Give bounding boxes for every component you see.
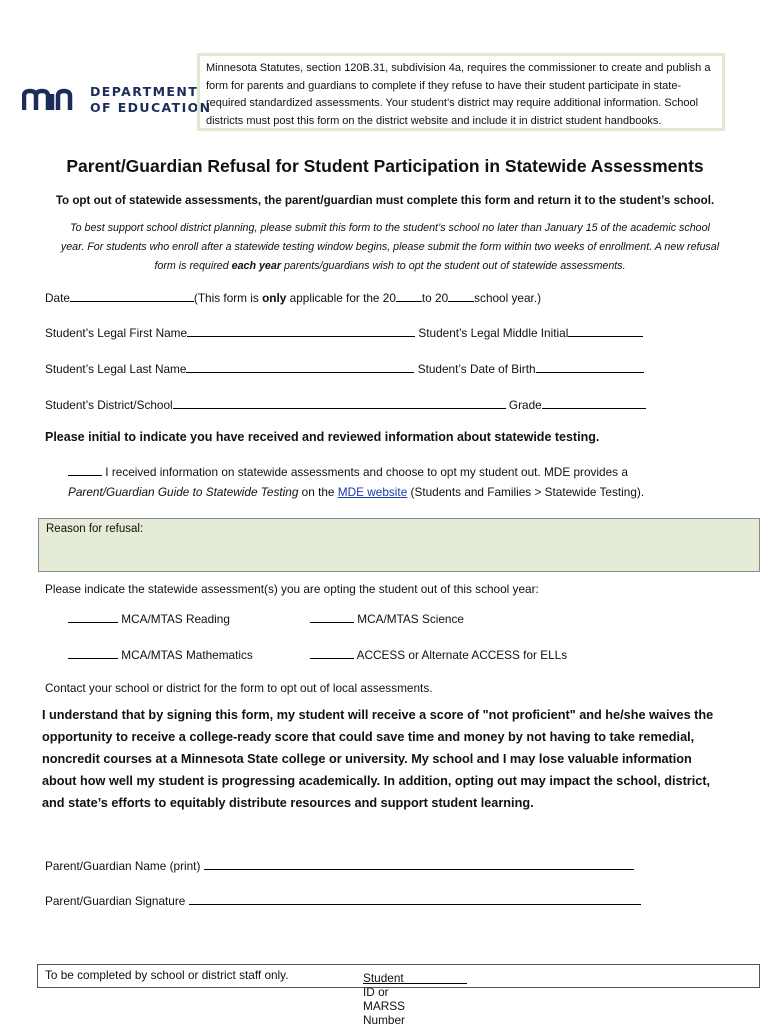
logo-line-1: DEPARTMENT	[90, 84, 199, 99]
reading-field[interactable]	[68, 610, 118, 623]
year-end-field[interactable]	[448, 289, 474, 302]
district-row	[45, 396, 646, 412]
student-id-label: Student ID or MARSS Number	[363, 971, 405, 1027]
first-name-field[interactable]	[187, 324, 415, 337]
logo-text	[90, 84, 212, 116]
intro-bold: each year	[231, 260, 281, 272]
access-field[interactable]	[310, 646, 354, 659]
optout-statement	[68, 462, 644, 502]
applicable-mid: applicable for the 20	[286, 291, 396, 305]
logo-line-2: OF EDUCATION	[90, 100, 212, 115]
last-name-field[interactable]	[186, 360, 414, 373]
mn-logo-icon	[22, 88, 84, 112]
applicable-pre: (This form is	[193, 291, 263, 305]
reading-option	[68, 610, 230, 626]
reading-label: MCA/MTAS Reading	[121, 612, 230, 626]
last-name-label: Student’s Legal Last Name	[45, 362, 187, 376]
intro-text	[60, 219, 720, 276]
signature-label: Parent/Guardian Signature	[45, 894, 186, 908]
access-option	[310, 646, 567, 662]
science-label: MCA/MTAS Science	[357, 612, 464, 626]
reason-field[interactable]	[38, 518, 760, 572]
first-name-label: Student’s Legal First Name	[45, 326, 188, 340]
initial-heading: Please initial to indicate you have received and reviewed information about statewide testing.	[45, 430, 600, 444]
district-field[interactable]	[173, 396, 506, 409]
optout-text-2: (Students and Families > Statewide Testing).	[407, 485, 645, 499]
mde-logo	[22, 84, 212, 116]
parent-name-row	[45, 857, 634, 873]
staff-label: To be completed by school or district staff only.	[45, 968, 289, 982]
initial-field[interactable]	[68, 463, 102, 476]
grade-field[interactable]	[542, 396, 646, 409]
math-field[interactable]	[68, 646, 118, 659]
local-note: Contact your school or district for the form to opt out of local assessments.	[45, 681, 433, 695]
parent-name-field[interactable]	[204, 857, 634, 870]
first-name-row	[45, 324, 643, 340]
last-name-row	[45, 360, 644, 376]
signature-field[interactable]	[189, 892, 641, 905]
statute-box: Minnesota Statutes, section 120B.31, subdivision 4a, requires the commissioner to create and publish a form for parents and guardians to complete if they refuse to have their student participate in state-required standardized assessments. Your student’s district may require additional information. School districts must post this form on the district website and include it in district student handbooks.	[197, 53, 725, 131]
science-field[interactable]	[310, 610, 354, 623]
district-label: Student’s District/School	[45, 398, 173, 412]
dob-label: Student’s Date of Birth	[417, 362, 536, 376]
signature-row	[45, 892, 641, 908]
dob-field[interactable]	[536, 360, 644, 373]
access-label: ACCESS or Alternate ACCESS for ELLs	[356, 648, 568, 662]
optout-on-the: on the	[298, 485, 338, 499]
optout-text-1: I received information on statewide assessments and choose to opt my student out. MDE provides a	[102, 465, 628, 479]
reason-label: Reason for refusal:	[46, 523, 144, 535]
intro-part-1: To best support school district planning, please submit this form to the student’s school no later than January 15 of the academic school year. For students who enroll after a statewide testing window begins, please submit the form within two weeks of enrollment. A new refusal form is required	[60, 222, 720, 272]
assessment-prompt: Please indicate the statewide assessment(s) you are opting the student out of this school year:	[45, 582, 539, 596]
science-option	[310, 610, 464, 626]
applicable-only: only	[262, 291, 287, 305]
mde-website-link[interactable]: MDE website	[337, 485, 408, 499]
intro-part-2: parents/guardians wish to opt the student out of statewide assessments.	[280, 260, 626, 272]
grade-label: Grade	[508, 398, 542, 412]
math-label: MCA/MTAS Mathematics	[121, 648, 253, 662]
form-title: Parent/Guardian Refusal for Student Participation in Statewide Assessments	[66, 156, 704, 176]
form-subtitle: To opt out of statewide assessments, the parent/guardian must complete this form and return it to the student’s school.	[55, 194, 715, 207]
staff-box	[37, 964, 760, 1027]
student-id-field[interactable]	[363, 971, 467, 984]
date-label: Date	[45, 291, 70, 305]
middle-initial-field[interactable]	[568, 324, 643, 337]
date-row	[45, 289, 541, 305]
guide-title: Parent/Guardian Guide to Statewide Testing	[68, 485, 299, 499]
consent-statement: I understand that by signing this form, my student will receive a score of "not proficient" and he/she waives the opportunity to receive a college-ready score that could save time and money by not having to take remedial, noncredit courses at a Minnesota State college or university. My school and I may lose valuable information about how well my student is progressing academically. In addition, opting out may impact the school, district, and state’s efforts to equitably distribute resources and support student learning.	[42, 708, 714, 810]
applicable-to: to 20	[421, 291, 449, 305]
parent-name-label: Parent/Guardian Name (print)	[45, 859, 201, 873]
year-start-field[interactable]	[396, 289, 422, 302]
math-option	[68, 646, 253, 662]
date-field[interactable]	[70, 289, 194, 302]
middle-initial-label: Student’s Legal Middle Initial	[418, 326, 569, 340]
applicable-post: school year.)	[474, 291, 542, 305]
